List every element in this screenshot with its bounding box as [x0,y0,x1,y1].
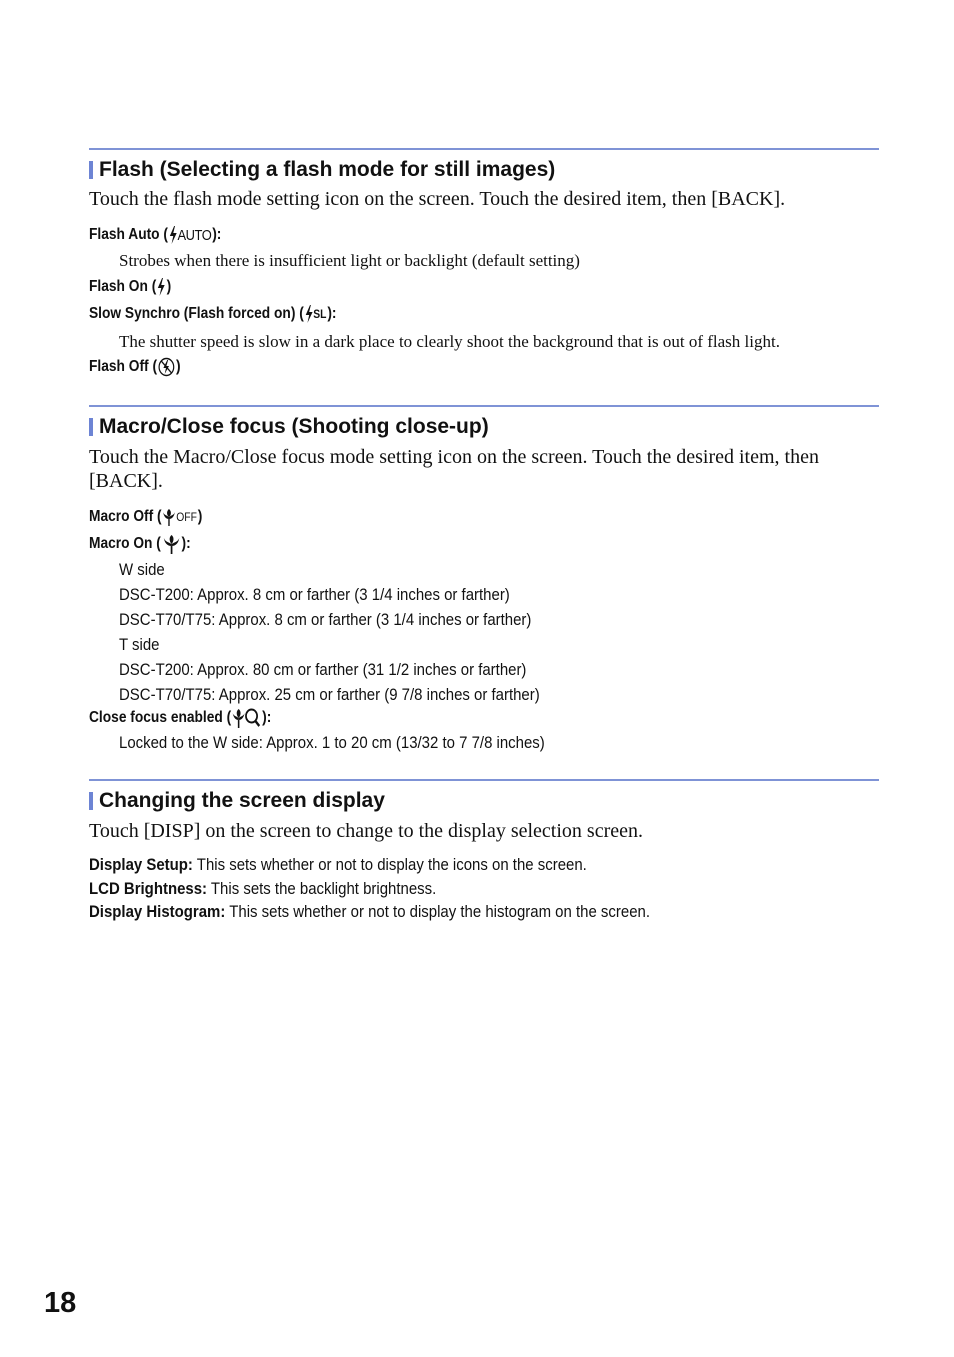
section-marker [89,161,93,179]
macro-on-icon [162,533,181,555]
section-title: Flash (Selecting a flash mode for still images) [99,158,556,181]
display-option: Display Histogram: This sets whether or not to display the histogram on the screen. [89,902,650,921]
close-focus-icon [232,707,261,729]
flash-on-icon [157,278,166,296]
term-close-focus: Close focus enabled ( ): [89,706,768,730]
term-flash-auto: Flash Auto ( AUTO ): [89,226,222,244]
macro-off-icon: OFF [162,507,196,527]
section-marker [89,792,93,810]
section-rule [89,148,879,150]
detail-line: DSC-T70/T75: Approx. 8 cm or farther (3 1/4 inches or farther) [119,610,532,629]
section-rule [89,779,879,781]
detail-line: T side [119,635,160,654]
term-flash-on: Flash On ( ) [89,278,172,295]
section-marker [89,418,93,436]
term-macro-on: Macro On ( ): [89,532,768,556]
section-intro: Touch the flash mode setting icon on the screen. Touch the desired item, then [BACK]. [89,188,786,210]
section-macro [89,405,879,755]
term-description: Strobes when there is insufficient light or backlight (default setting) [119,251,580,270]
term-slow-synchro: Slow Synchro (Flash forced on) ( SL ): [89,305,337,322]
section-title: Changing the screen display [99,789,385,812]
slow-synchro-icon: SL [305,305,327,323]
section-intro: Touch the Macro/Close focus mode setting icon on the screen. Touch the desired item, then [BACK]. [89,446,819,492]
page-number: 18 [44,1287,77,1319]
section-display [89,779,879,924]
detail-line: W side [119,560,165,579]
term-macro-off: Macro Off ( OFF ) [89,508,203,525]
section-intro: Touch [DISP] on the screen to change to the display selection screen. [89,820,643,842]
display-option: LCD Brightness: This sets the backlight brightness. [89,878,437,898]
term-flash-off: Flash Off ( ) [89,358,181,375]
detail-line: DSC-T70/T75: Approx. 25 cm or farther (9 7/8 inches or farther) [119,685,540,704]
section-title: Macro/Close focus (Shooting close-up) [99,415,489,438]
section-header [89,789,879,813]
flash-off-icon [158,357,175,377]
section-header [89,415,879,439]
display-option: Display Setup: This sets whether or not to display the icons on the screen. [89,855,587,874]
detail-line: DSC-T200: Approx. 8 cm or farther (3 1/4 inches or farther) [119,585,510,604]
display-options [89,853,879,924]
macro-on-details [89,557,879,707]
detail-line: DSC-T200: Approx. 80 cm or farther (31 1/2 inches or farther) [119,660,527,679]
section-flash [89,148,879,379]
flash-auto-icon: AUTO [169,226,211,244]
section-header [89,158,879,182]
detail-line: Locked to the W side: Approx. 1 to 20 cm (13/32 to 7 7/8 inches) [119,733,545,752]
section-rule [89,405,879,407]
term-description: The shutter speed is slow in a dark place to clearly shoot the background that is out of flash light. [119,332,780,351]
